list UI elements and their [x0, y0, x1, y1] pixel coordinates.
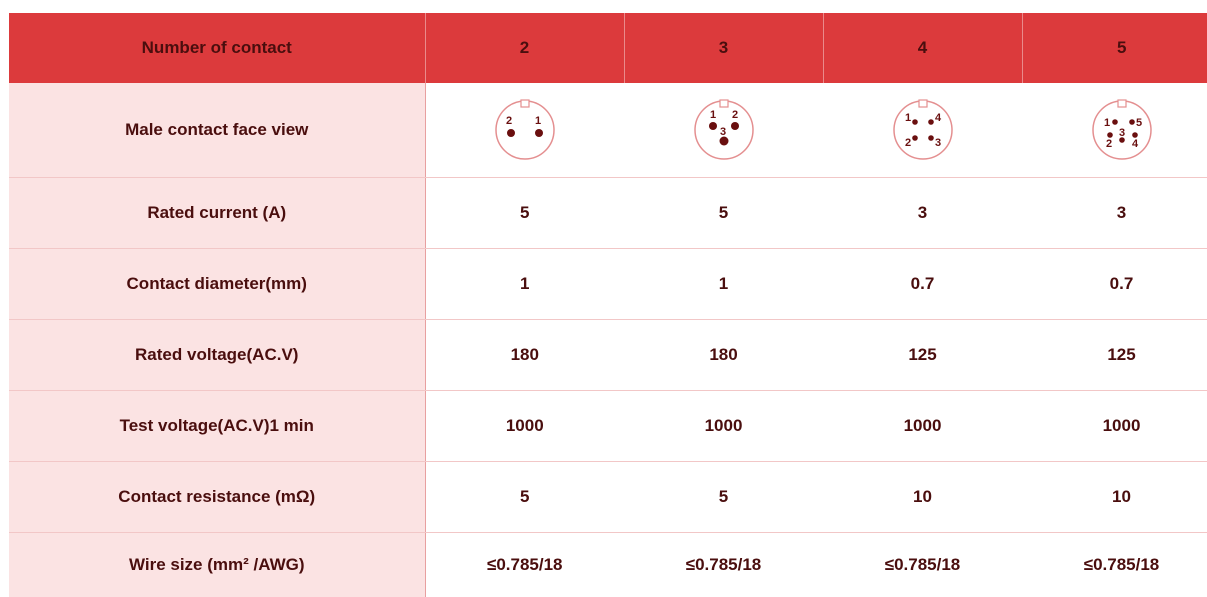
- pin-label: 3: [719, 126, 726, 138]
- table-row: [9, 178, 1207, 249]
- table-row: [9, 83, 1207, 178]
- face-cell: [1022, 83, 1207, 178]
- row-label: Male contact face view: [9, 83, 425, 178]
- pin-label: 2: [731, 109, 738, 121]
- table-cell: 5: [425, 462, 624, 533]
- contact-spec-table: [9, 13, 1207, 597]
- pin-label: 3: [934, 137, 941, 149]
- table-row: [9, 320, 1207, 391]
- pin-label: 5: [1135, 117, 1142, 129]
- pin-label: 1: [534, 115, 541, 127]
- table-cell: 180: [624, 320, 823, 391]
- spec-table-container: [9, 13, 1207, 597]
- connector-face-3-pin: [692, 98, 756, 162]
- table-cell: 1000: [425, 391, 624, 462]
- table-row: [9, 391, 1207, 462]
- table-cell: ≤0.785/18: [1022, 533, 1207, 597]
- table-cell: 5: [425, 178, 624, 249]
- header-col-3: 3: [624, 13, 823, 83]
- pin-label: 1: [709, 109, 716, 121]
- table-cell: 180: [425, 320, 624, 391]
- pin-label: 1: [904, 112, 911, 124]
- table-cell: 0.7: [1022, 249, 1207, 320]
- face-cell: [425, 83, 624, 178]
- header-label: Number of contact: [9, 13, 425, 83]
- connector-face-5-pin: [1090, 98, 1154, 162]
- table-cell: 0.7: [823, 249, 1022, 320]
- header-col-2: 2: [425, 13, 624, 83]
- pin-label: 2: [904, 137, 911, 149]
- table-cell: 3: [1022, 178, 1207, 249]
- table-cell: 3: [823, 178, 1022, 249]
- table-row: [9, 462, 1207, 533]
- table-cell: 125: [823, 320, 1022, 391]
- row-label: Contact resistance (mΩ): [9, 462, 425, 533]
- table-cell: 1: [624, 249, 823, 320]
- table-cell: 10: [1022, 462, 1207, 533]
- table-cell: 5: [624, 178, 823, 249]
- pin-label: 4: [1131, 138, 1138, 150]
- table-row: [9, 533, 1207, 597]
- pin-label: 1: [1103, 117, 1110, 129]
- header-col-4: 4: [823, 13, 1022, 83]
- pin-label: 3: [1118, 127, 1125, 139]
- table-cell: ≤0.785/18: [624, 533, 823, 597]
- header-col-5: 5: [1022, 13, 1207, 83]
- table-cell: 1000: [1022, 391, 1207, 462]
- table-cell: ≤0.785/18: [425, 533, 624, 597]
- row-label: Wire size (mm² /AWG): [9, 533, 425, 597]
- connector-face-2-pin: [493, 98, 557, 162]
- table-cell: 1: [425, 249, 624, 320]
- table-cell: 125: [1022, 320, 1207, 391]
- face-cell: [823, 83, 1022, 178]
- pin-label: 2: [505, 115, 512, 127]
- connector-face-4-pin: [891, 98, 955, 162]
- face-cell: [624, 83, 823, 178]
- table-header-row: [9, 13, 1207, 83]
- row-label: Rated voltage(AC.V): [9, 320, 425, 391]
- row-label: Test voltage(AC.V)1 min: [9, 391, 425, 462]
- table-cell: 10: [823, 462, 1022, 533]
- pin-label: 4: [934, 112, 941, 124]
- row-label: Rated current (A): [9, 178, 425, 249]
- table-cell: ≤0.785/18: [823, 533, 1022, 597]
- table-cell: 5: [624, 462, 823, 533]
- table-cell: 1000: [823, 391, 1022, 462]
- pin-label: 2: [1105, 138, 1112, 150]
- table-cell: 1000: [624, 391, 823, 462]
- table-row: [9, 249, 1207, 320]
- row-label: Contact diameter(mm): [9, 249, 425, 320]
